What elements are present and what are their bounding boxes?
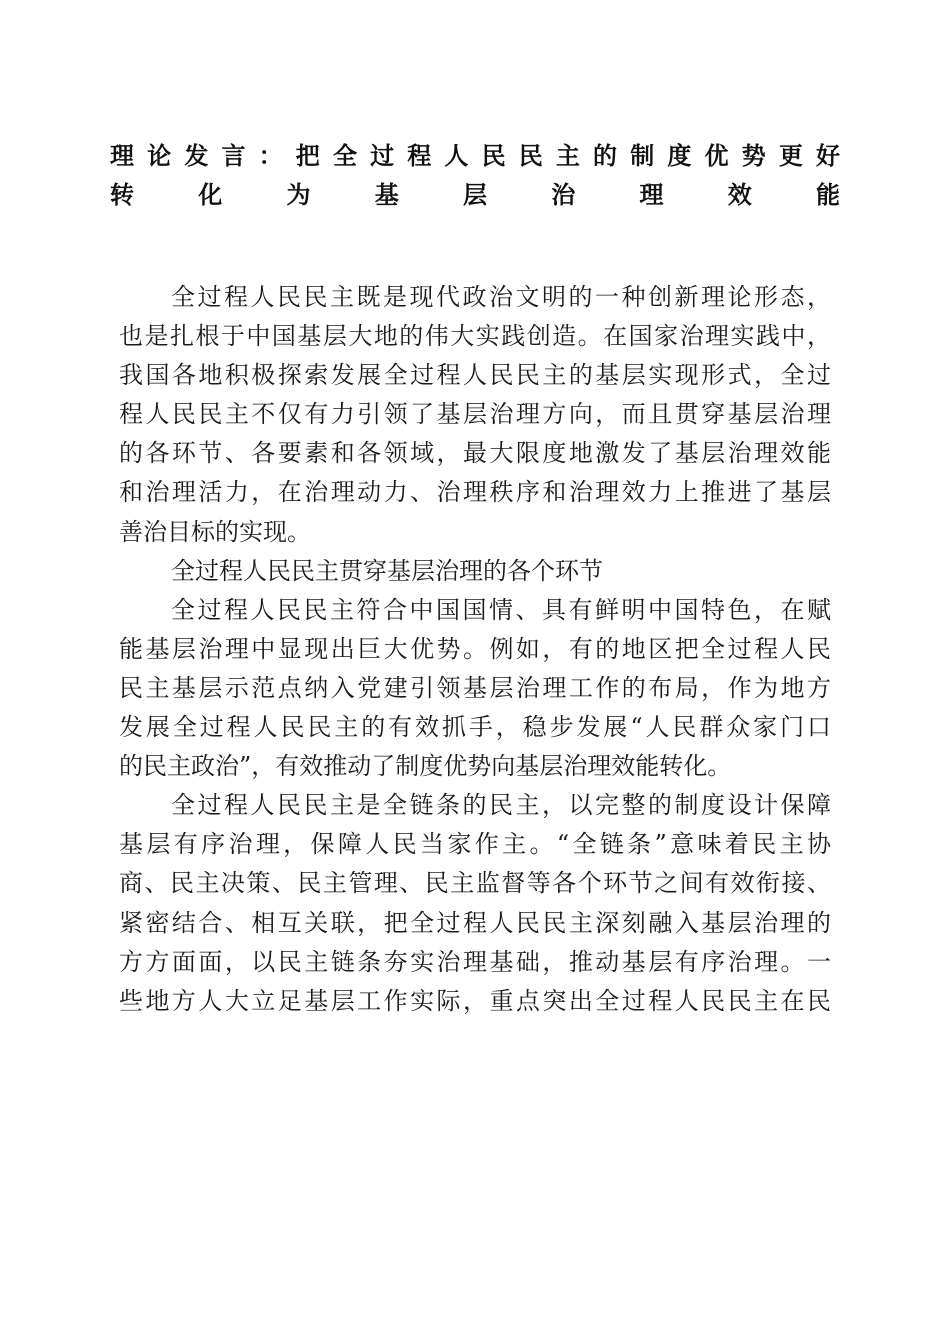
- paragraph-line: 的各环节、各要素和各领域，最大限度地激发了基层治理效能: [119, 439, 831, 468]
- section-heading: [119, 552, 831, 591]
- paragraph-line: 商、民主决策、民主管理、民主监督等各个环节之间有效衔接、: [119, 869, 831, 898]
- paragraph-line: 也是扎根于中国基层大地的伟大实践创造。在国家治理实践中，: [119, 322, 831, 351]
- paragraph-line: 能基层治理中显现出巨大优势。例如，有的地区把全过程人民: [119, 634, 831, 663]
- paragraph-line: 些地方人大立足基层工作实际，重点突出全过程人民民主在民: [119, 986, 831, 1015]
- paragraph-line: 全过程人民民主既是现代政治文明的一种创新理论形态，: [171, 283, 831, 311]
- section-heading-text: 全过程人民民主贯穿基层治理的各个环节: [171, 556, 603, 585]
- paragraph-line: 我国各地积极探索发展全过程人民民主的基层实现形式，全过: [119, 361, 831, 390]
- paragraph-intro: [119, 278, 831, 552]
- paragraph-line: 程人民民主不仅有力引领了基层治理方向，而且贯穿基层治理: [119, 400, 831, 429]
- paragraph-full-chain: [119, 786, 831, 1021]
- paragraph-line: 善治目标的实现。: [119, 517, 311, 546]
- paragraph-line: 全过程人民民主符合中国国情、具有鲜明中国特色，在赋: [171, 595, 831, 624]
- title-line-1: 理论发言：把全过程人民民主的制度优势更好: [110, 141, 840, 170]
- document-title: [110, 136, 840, 214]
- paragraph-example: [119, 591, 831, 786]
- paragraph-line: 发展全过程人民民主的有效抓手，稳步发展“人民群众家门口: [119, 713, 831, 742]
- paragraph-line: 民主基层示范点纳入党建引领基层治理工作的布局，作为地方: [119, 673, 831, 702]
- paragraph-line: 的民主政治”，有效推动了制度优势向基层治理效能转化。: [119, 752, 732, 781]
- paragraph-line: 方方面面，以民主链条夯实治理基础，推动基层有序治理。一: [119, 947, 831, 976]
- paragraph-line: 和治理活力，在治理动力、治理秩序和治理效力上推进了基层: [119, 478, 831, 507]
- paragraph-line: 紧密结合、相互关联，把全过程人民民主深刻融入基层治理的: [119, 908, 831, 937]
- paragraph-line: 基层有序治理，保障人民当家作主。“全链条”意味着民主协: [119, 830, 831, 859]
- title-line-2: 转化为基层治理效能: [110, 180, 840, 210]
- paragraph-line: 全过程人民民主是全链条的民主，以完整的制度设计保障: [171, 791, 831, 820]
- document-body: [119, 278, 831, 1021]
